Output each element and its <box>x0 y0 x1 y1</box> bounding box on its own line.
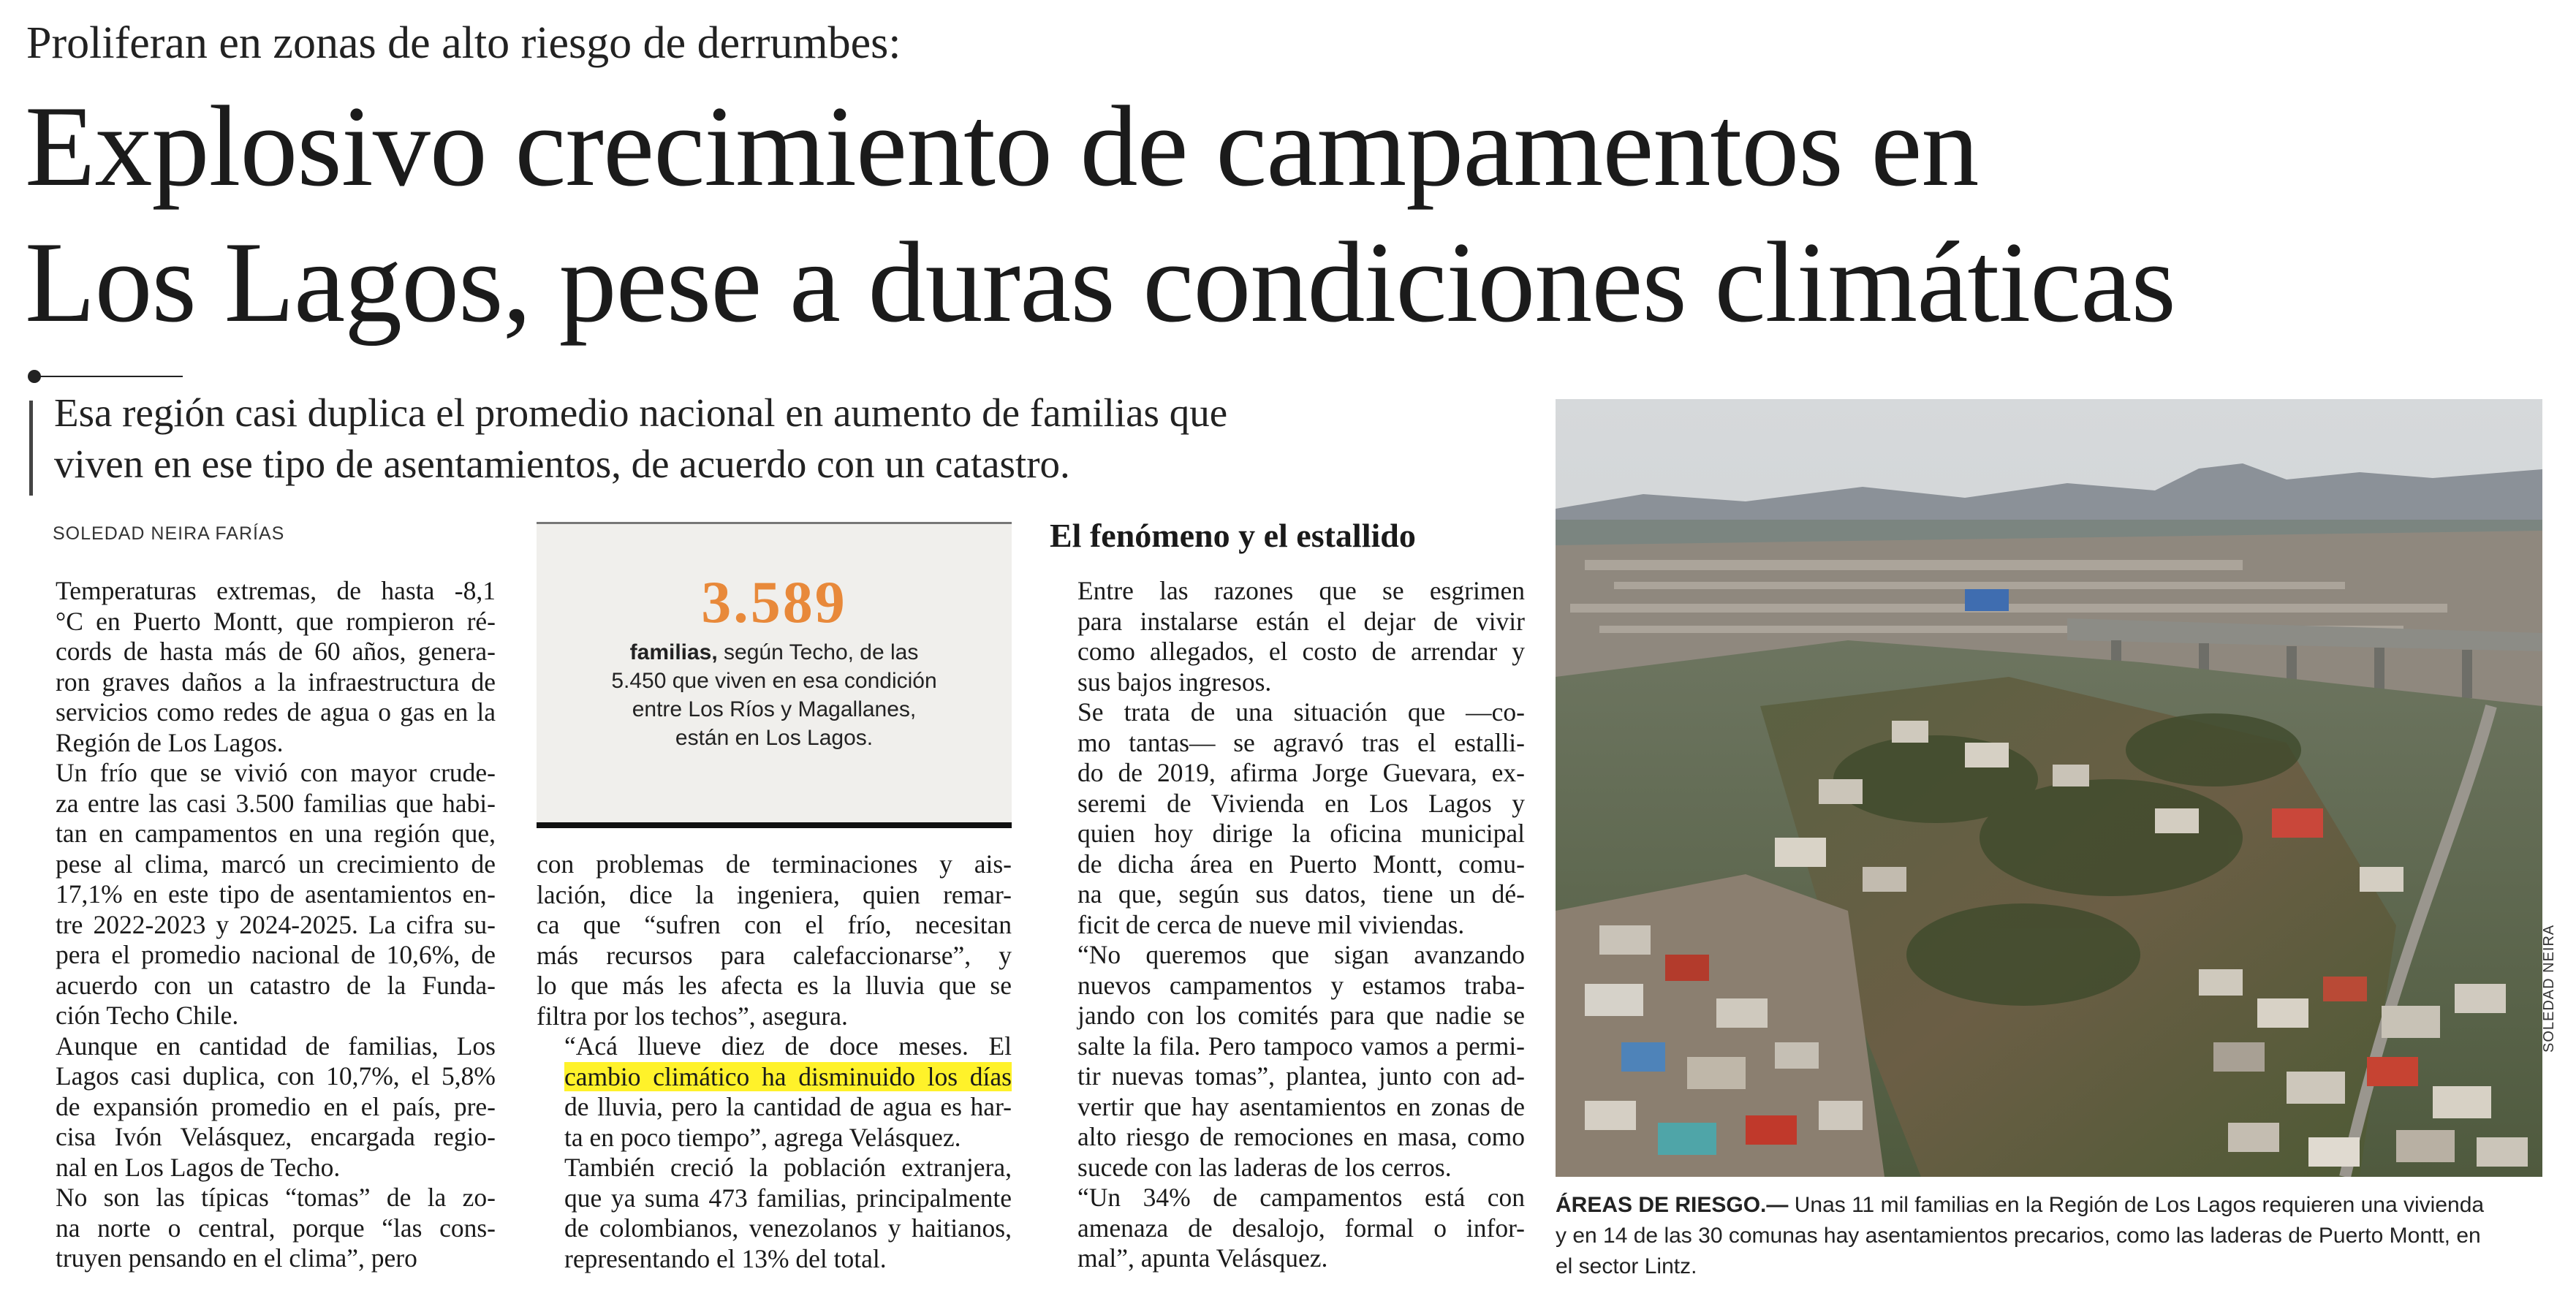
text-line: de dicha área en Puerto Montt, comu- <box>1077 849 1525 879</box>
text-line: cords de hasta más de 60 años, genera- <box>56 637 496 666</box>
text-line: No son las típicas “tomas” de la zo- <box>56 1183 496 1212</box>
fact-number: 3.589 <box>701 569 847 635</box>
text-line: Se trata de una situación que —co- <box>1077 697 1525 727</box>
deck-bar <box>29 401 33 496</box>
text-line: de expansión promedio en el país, pre- <box>56 1091 496 1121</box>
column-3 <box>1050 576 1525 1274</box>
text-line: lo que más les afecta es la lluvia que se <box>537 971 1012 1000</box>
subhead: El fenómeno y el estallido <box>1050 517 1416 554</box>
text-line: na que, según sus datos, tiene un dé- <box>1077 879 1525 909</box>
fact-box <box>537 522 1012 828</box>
text-line: mal”, apunta Velásquez. <box>1077 1243 1328 1273</box>
deck-line: Esa región casi duplica el promedio nacional en aumento de familias que <box>54 390 1228 435</box>
text-line: tan en campamentos en una región que, <box>56 819 496 848</box>
text-line: Aunque en cantidad de familias, Los <box>56 1031 496 1061</box>
text-line: Lagos casi duplica, con 10,7%, el 5,8% <box>56 1061 496 1091</box>
text-line: °C en Puerto Montt, que rompieron ré- <box>56 606 496 636</box>
deck-line: viven en ese tipo de asentamientos, de acuerdo con un catastro. <box>54 441 1070 486</box>
text-line: ca que “sufren con el frío, necesitan <box>537 910 1012 939</box>
text-line: do de 2019, afirma Jorge Guevara, ex- <box>1077 758 1525 787</box>
byline: SOLEDAD NEIRA FARÍAS <box>53 523 285 544</box>
text-line: nuevos campamentos y estamos traba- <box>1077 970 1525 1000</box>
text-line: nal en Los Lagos de Techo. <box>56 1152 341 1182</box>
fact-text <box>566 638 982 752</box>
fact-line: 5.450 que viven en esa condición <box>611 669 937 693</box>
fact-line: están en Los Lagos. <box>675 726 874 750</box>
caption-line <box>1556 1190 2542 1221</box>
fact-bold: familias, <box>629 640 718 664</box>
paragraph <box>1050 576 1525 697</box>
column-1 <box>28 576 496 1274</box>
text-line: con problemas de terminaciones y ais- <box>537 849 1012 879</box>
highlighted-text: cambio climático ha disminuido los días <box>564 1061 1012 1091</box>
text-line: “Un 34% de campamentos está con <box>1077 1183 1525 1212</box>
text-line: cisa Ivón Velásquez, encargada regio- <box>56 1122 496 1151</box>
text-line: servicios como redes de agua o gas en la <box>56 697 496 727</box>
caption-line: el sector Lintz. <box>1556 1254 1697 1278</box>
paragraph <box>537 1031 1012 1153</box>
text-line: Un frío que se vivió con mayor crude- <box>56 758 496 787</box>
text-line: tir nuevas tomas”, plantea, junto con ad- <box>1077 1061 1525 1091</box>
text-line: lación, dice la ingeniera, quien remar- <box>537 879 1012 909</box>
text-line: ron graves daños a la infraestructura de <box>56 667 496 697</box>
text-line: alto riesgo de remociones en masa, como <box>1077 1122 1525 1151</box>
text-line: seremi de Vivienda en Los Lagos y <box>1077 788 1525 818</box>
photo-caption <box>1556 1190 2542 1282</box>
text-line: vertir que hay asentamientos en zonas de <box>1077 1091 1525 1121</box>
paragraph <box>537 1153 1012 1274</box>
text-line: na norte o central, porque “las cons- <box>56 1213 496 1243</box>
fact-line: según Techo, de las <box>717 640 919 664</box>
text-line: ta en poco tiempo”, agrega Velásquez. <box>564 1122 961 1152</box>
paragraph <box>28 1031 496 1183</box>
text-line: truyen pensando en el clima”, pero <box>56 1243 417 1273</box>
paragraph <box>28 758 496 1031</box>
text-line: za entre las casi 3.500 familias que habi- <box>56 788 496 818</box>
text-line: ción Techo Chile. <box>56 1001 239 1030</box>
column-2 <box>537 849 1012 1274</box>
paragraph <box>1050 940 1525 1183</box>
text-line: pese al clima, marcó un crecimiento de <box>56 849 496 879</box>
fact-line: entre Los Ríos y Magallanes, <box>632 697 917 721</box>
text-line <box>537 1062 1012 1093</box>
caption-text: Unas 11 mil familias en la Región de Los Lagos requieren una vivienda <box>1788 1193 2485 1217</box>
paragraph <box>1050 1183 1525 1274</box>
text-line: Entre las razones que se esgrimen <box>1077 576 1525 605</box>
text-line: para instalarse están el dejar de vivir <box>1077 606 1525 636</box>
headline <box>25 79 2525 351</box>
text-line: de lluvia, pero la cantidad de agua es har- <box>564 1092 1012 1121</box>
text-line: sus bajos ingresos. <box>1077 667 1272 697</box>
headline-line: Los Lagos, pese a duras condiciones climáticas <box>25 219 2175 346</box>
paragraph <box>28 576 496 758</box>
paragraph <box>1050 697 1525 940</box>
paragraph <box>537 849 1012 1031</box>
headline-line: Explosivo crecimiento de campamentos en <box>25 83 1979 211</box>
text-line: de colombianos, venezolanos y haitianos, <box>564 1213 1012 1243</box>
text-line: ficit de cerca de nueve mil viviendas. <box>1077 909 1465 939</box>
text-line: También creció la población extranjera, <box>564 1153 1012 1182</box>
headline-rule <box>37 376 183 377</box>
text-line: sucede con las laderas de los cerros. <box>1077 1152 1452 1182</box>
caption-line: y en 14 de las 30 comunas hay asentamientos precarios, como las laderas de Puerto Montt, en <box>1556 1224 2481 1248</box>
paragraph <box>28 1183 496 1274</box>
text-line: 17,1% en este tipo de asentamientos en- <box>56 879 496 909</box>
aerial-photo <box>1556 399 2542 1177</box>
photo-credit: SOLEDAD NEIRA <box>2541 924 2557 1053</box>
text-line: más recursos para calefaccionarse”, y <box>537 940 1012 970</box>
text-line: acuerdo con un catastro de la Funda- <box>56 970 496 1000</box>
text-line: pera el promedio nacional de 10,6%, de <box>56 940 496 969</box>
caption-bold: ÁREAS DE RIESGO.— <box>1556 1193 1789 1217</box>
text-line: filtra por los techos”, asegura. <box>537 1001 848 1031</box>
text-line: representando el 13% del total. <box>564 1243 887 1273</box>
aerial-photo-illustration <box>1556 399 2542 1177</box>
text-line: quien hoy dirige la oficina municipal <box>1077 819 1525 848</box>
text-line: “Acá llueve diez de doce meses. El <box>564 1031 1012 1061</box>
text-line: tre 2022-2023 y 2024-2025. La cifra su- <box>56 909 496 939</box>
text-line: Región de Los Lagos. <box>56 727 284 757</box>
text-line: que ya suma 473 familias, principalmente <box>564 1183 1012 1213</box>
text-line: jando con los comités para que nadie se <box>1077 1001 1525 1030</box>
text-line: como allegados, el costo de arrendar y <box>1077 637 1525 666</box>
text-line: “No queremos que sigan avanzando <box>1077 940 1525 969</box>
text-line: Temperaturas extremas, de hasta -8,1 <box>56 576 496 605</box>
text-line: amenaza de desalojo, formal o infor- <box>1077 1213 1525 1243</box>
text-line: salte la fila. Pero tampoco vamos a permi- <box>1077 1031 1525 1061</box>
text-line: mo tantas— se agravó tras el estalli- <box>1077 727 1525 757</box>
deck <box>54 387 1516 490</box>
kicker: Proliferan en zonas de alto riesgo de derrumbes: <box>26 18 901 68</box>
